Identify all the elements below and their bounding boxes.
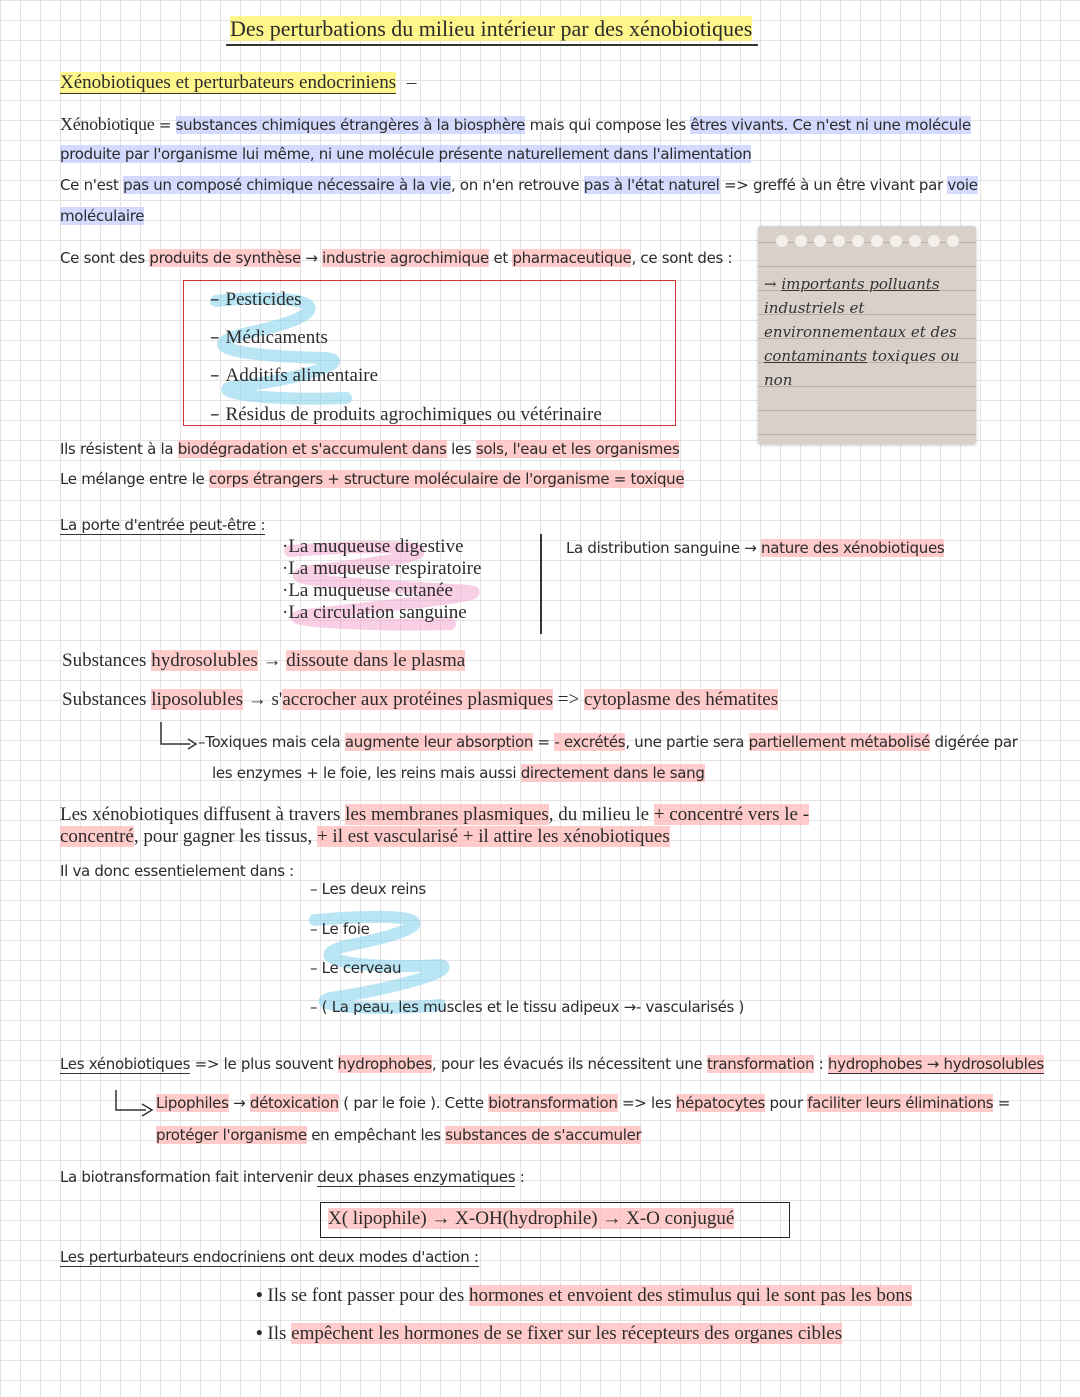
diffusion-line-2: concentré, pour gagner les tissus, + il est vascularisé + il attire les xénobiotiques [60,826,670,847]
hook-arrow-2 [112,1088,162,1118]
vertical-divider [540,534,542,634]
organ-item-peau: – ( La peau, les muscles et le tissu adipeux →- vascularisés ) [310,998,745,1016]
organ-item-reins: – Les deux reins [310,880,426,898]
note-text: → importants polluants industriels et environnementaux et des contaminants toxiques ou non [764,275,960,389]
liposolubles-line: Substances liposolubles → s'accrocher aux protéines plasmiques => cytoplasme des hématites [62,689,779,710]
biotransformation-line: La biotransformation fait intervenir deux phases enzymatiques : [60,1168,525,1186]
type-item-medicaments: – Médicaments [210,326,328,348]
sticky-note [758,226,976,444]
organs-label: Il va donc essentielement dans : [60,862,294,880]
entry-item-respiratoire: ·La muqueuse respiratoire [282,558,482,579]
perturbateurs-item-1: • Ils se font passer pour des hormones et envoient des stimulus qui le sont pas les bons [256,1285,913,1306]
definition-line-4: moléculaire [60,207,145,225]
type-item-pesticides: – Pesticides [210,288,302,310]
entry-item-cutanee: ·La muqueuse cutanée [282,580,453,601]
hydrophobes-line: Les xénobiotiques => le plus souvent hydrophobes, pour les évacués ils nécessitent une transformation : hydrophobes → hydrosolubles [60,1055,1044,1073]
formula: X( lipophile) → X-OH(hydrophile) → X-O conjugué [328,1208,735,1229]
distribution-line: La distribution sanguine → nature des xénobiotiques [566,539,945,557]
entry-item-circulation: ·La circulation sanguine [282,602,467,623]
perturbateurs-item-2: • Ils empêchent les hormones de se fixer sur les récepteurs des organes cibles [256,1323,843,1344]
organ-item-cerveau: – Le cerveau [310,959,402,977]
resist-line-2: Le mélange entre le corps étrangers + structure moléculaire de l'organisme = toxique [60,470,685,488]
lipophiles-line-1: Lipophiles → détoxication ( par le foie ). Cette biotransformation => les hépatocytes pour faciliter leurs éliminations = [156,1094,1011,1112]
definition-line-3: Ce n'est pas un composé chimique nécessaire à la vie, on n'en retrouve pas à l'état naturel => greffé à un être vivant par voie [60,176,978,194]
toxiques-line-1: –Toxiques mais cela augmente leur absorption = - excrétés, une partie sera partiellement métabolisé digérée par [198,733,1018,751]
organ-item-foie: – Le foie [310,920,370,938]
section-heading: Xénobiotiques et perturbateurs endocriniens – [60,72,417,93]
entry-label: La porte d'entrée peut-être : [60,516,266,534]
perturbateurs-label: Les perturbateurs endocriniens ont deux modes d'action : [60,1248,479,1266]
page-title: Des perturbations du milieu intérieur par des xénobiotiques [226,16,758,46]
diffusion-line-1: Les xénobiotiques diffusent à travers les membranes plasmiques, du milieu le + concentré vers le - [60,804,810,825]
resist-line-1: Ils résistent à la biodégradation et s'accumulent dans les sols, l'eau et les organismes [60,440,680,458]
toxiques-line-2: les enzymes + le foie, les reins mais aussi directement dans le sang [212,764,705,782]
lipophiles-line-2: protéger l'organisme en empêchant les substances de s'accumuler [156,1126,642,1144]
definition-line-1: Xénobiotique = substances chimiques étrangères à la biosphère mais qui compose les êtres vivants. Ce n'est ni une molécule [60,114,971,134]
type-item-residus: – Résidus de produits agrochimiques ou vétérinaire [210,403,602,425]
hydrosolubles-line: Substances hydrosolubles → dissoute dans le plasma [62,650,466,671]
entry-item-digestive: ·La muqueuse digestive [282,536,464,557]
definition-line-2: produite par l'organisme lui même, ni une molécule présente naturellement dans l'alimentation [60,145,752,163]
type-item-additifs: – Additifs alimentaire [210,364,379,386]
synthesis-line: Ce sont des produits de synthèse → industrie agrochimique et pharmaceutique, ce sont des : [60,249,733,267]
note-holes [776,235,959,247]
